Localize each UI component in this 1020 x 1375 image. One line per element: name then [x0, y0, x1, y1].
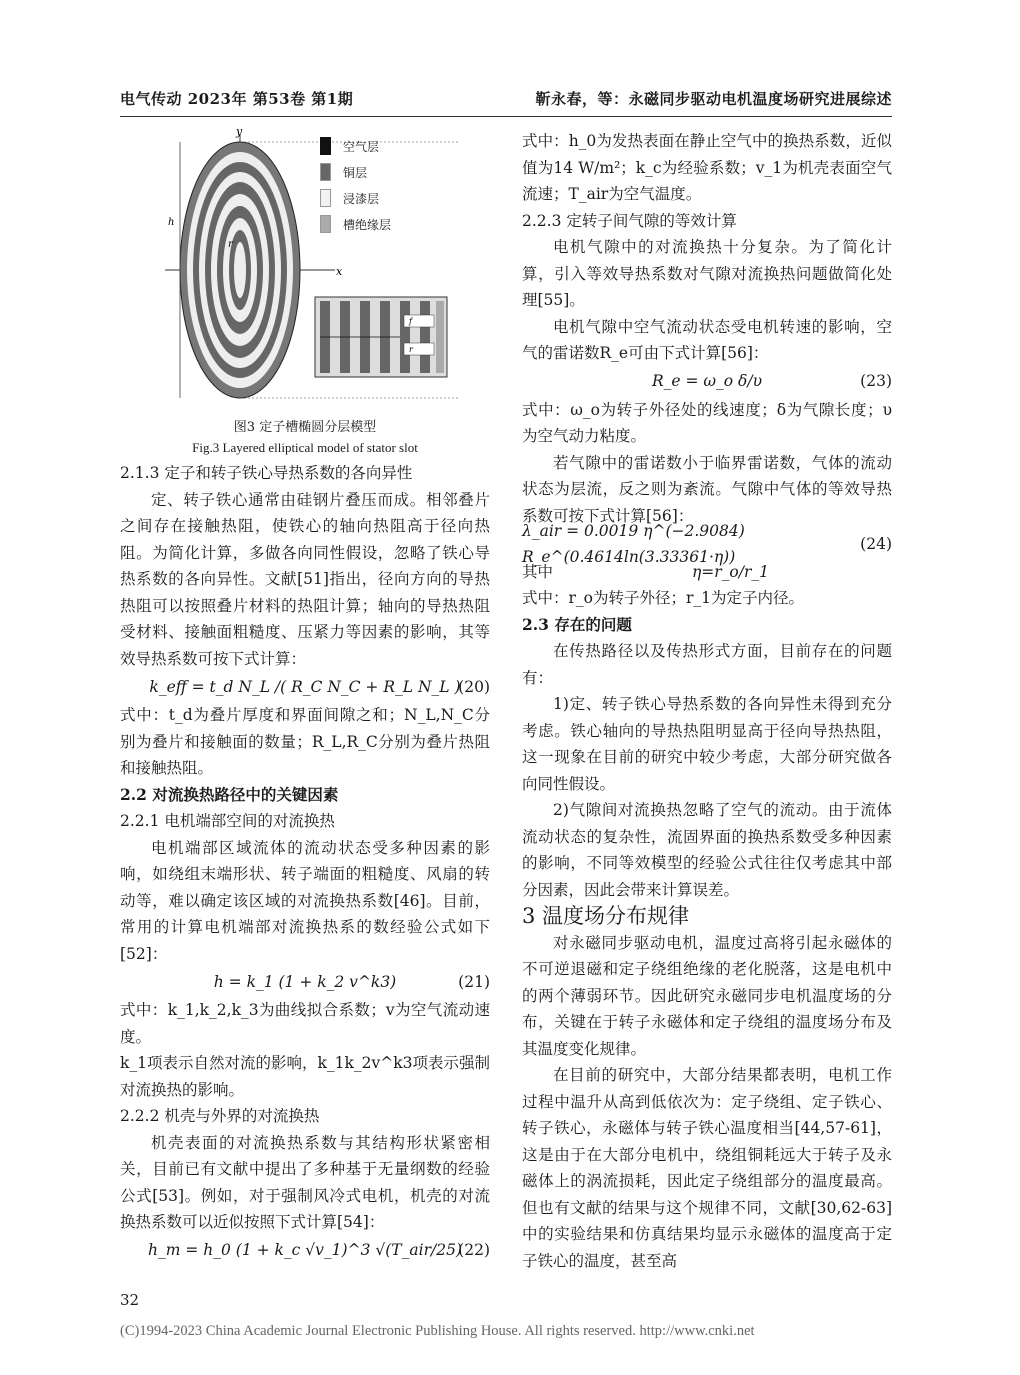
paragraph: 定、转子铁心通常由硅钢片叠压而成。相邻叠片之间存在接触热阻，使铁心的轴向热阻高于径向热阻。为简化计算，多做各向同性假设，忽略了铁心导热系数的各向异性。文献[51]指出，径向方向的导热热阻可以按照叠片材料的热阻计算；轴向的导热热阻受材料、接触面粗糙度、压紧力等因素的影响，其等效导热系数可按下式计算： — [120, 490, 490, 668]
eta-definition: 其中 η=r_o/r_1 — [522, 563, 770, 581]
caption-cn: 图3 定子槽椭圆分层模型 — [233, 420, 377, 435]
legend-slot-insulation: 槽绝缘层 — [320, 211, 391, 237]
paragraph: 电机端部区域流体的流动状态受多种因素的影响，如绕组末端形状、转子端面的粗糙度、风扇的转动等，难以确定该区域的对流换热系数[46]。目前，常用的计算电机端部对流换热系的数经验公式如下[52]： — [120, 838, 490, 963]
rinsp-label: r — [409, 345, 413, 354]
copyright-footer: (C)1994-2023 China Academic Journal Electronic Publishing House. All rights reserved. http://www.cnki.net — [120, 1323, 755, 1339]
fins-label: f — [409, 317, 412, 326]
running-header-journal: 电气传动 2023年 第53卷 第1期 — [120, 90, 354, 108]
hc-label: h — [168, 217, 175, 228]
header-rule — [120, 116, 892, 117]
paragraph: 在传热路径以及传热形式方面，目前存在的问题有： — [522, 642, 892, 687]
equation-20: k_eff = t_d N_L /( R_C N_C + R_L N_L ) (20) — [149, 677, 490, 696]
paragraph: 在目前的研究中，大部分结果都表明，电机工作过程中温升从高到低依次为：定子绕组、定子铁心、转子铁心，永磁体与转子铁心温度相当[44,57-61]，这是由于在大部分电机中，绕组铜耗远大于转子及永磁体上的涡流损耗，因此定子绕组部分的温度最高。但也有文献的结果与这个规律不同，文献[30,62-63]中的实验结果和仿真结果均显示永磁体的温度高于定子铁心的温度，甚至高 — [522, 1066, 892, 1270]
paragraph: 1)定、转子铁心导热系数的各向异性未得到充分考虑。铁心轴向的导热热阻明显高于径向导热热阻，这一现象在目前的研究中较少考虑，大部分研究做各向同性假设。 — [522, 695, 892, 793]
paragraph: 若气隙中的雷诺数小于临界雷诺数，气体的流动状态为层流，反之则为紊流。气隙中气体的等效导热系数可按下式计算[56]： — [522, 453, 892, 525]
left-column — [120, 460, 490, 1266]
paragraph: k_1项表示自然对流的影响，k_1k_2v^k3项表示强制对流换热的影响。 — [120, 1054, 491, 1099]
legend-copper: 铜层 — [320, 159, 391, 185]
figure-caption — [120, 418, 490, 458]
figure-3 — [160, 125, 500, 415]
paragraph: 对永磁同步驱动电机，温度过高将引起永磁体的不可逆退磁和定子绕组绝缘的老化脱落，这是电机中的两个薄弱环节。因此研究永磁同步电机温度场的分布，关键在于转子永磁体和定子绕组的温度场分布及其温度变化规律。 — [522, 933, 892, 1058]
legend-varnish: 浸漆层 — [320, 185, 391, 211]
figure-legend — [320, 133, 391, 237]
heading-2-2-1: 2.2.1 电机端部空间的对流换热 — [120, 812, 335, 830]
heading-2-1-3: 2.1.3 定子和转子铁心导热系数的各向异性 — [120, 464, 413, 482]
caption-en: Fig.3 Layered elliptical model of stator slot — [192, 440, 418, 455]
equation-21: h = k_1 (1 + k_2 v^k3) (21) — [213, 972, 490, 991]
running-header-title: 靳永春，等：永磁同步驱动电机温度场研究进展综述 — [535, 90, 892, 108]
heading-2-3: 2.3 存在的问题 — [522, 614, 632, 634]
zoom-inset — [315, 297, 447, 377]
paragraph: 式中：r_o为转子外径；r_1为定子内径。 — [522, 589, 805, 607]
x-axis-label: x — [336, 265, 343, 278]
paragraph: 式中：ω_o为转子外径处的线速度；δ为气隙长度；υ为空气动力粘度。 — [522, 400, 892, 445]
paragraph: 式中：t_d为叠片厚度和界面间隙之和；N_L,N_C分别为叠片和接触面的数量；R_L,R_C分别为叠片热阻和接触热阻。 — [120, 706, 490, 777]
equation-24: λ_air = 0.0019 η^(−2.9084) R_e^(0.4614ln(3.33361·η)) (24) — [522, 521, 892, 566]
heading-3: 3 温度场分布规律 — [522, 904, 690, 928]
right-column — [522, 128, 892, 1274]
paragraph: 电机气隙中的对流换热十分复杂。为了简化计算，引入等效导热系数对气隙对流换热问题做简化处理[55]。 — [522, 238, 892, 309]
equation-23: R_e = ω_o δ/υ (23) — [651, 372, 892, 391]
paragraph: 机壳表面的对流换热系数与其结构形状紧密相关，目前已有文献中提出了多种基于无量纲数的经验公式[53]。例如，对于强制风冷式电机，机壳的对流换热系数可以近似按照下式计算[54]： — [120, 1133, 490, 1231]
page-number: 32 — [120, 1291, 140, 1309]
paragraph: 电机气隙中空气流动状态受电机转速的影响，空气的雷诺数R_e可由下式计算[56]： — [522, 317, 892, 362]
heading-2-2-2: 2.2.2 机壳与外界的对流换热 — [120, 1107, 320, 1125]
ellipse-layers — [180, 142, 300, 398]
paragraph: 2)气隙间对流换热忽略了空气的流动。由于流体流动状态的复杂性，流固界面的换热系数受多种因素的影响，不同等效模型的经验公式往往仅考虑其中部分因素，因此会带来计算误差。 — [522, 801, 892, 899]
legend-air: 空气层 — [320, 133, 391, 159]
y-axis-label: y — [236, 125, 243, 138]
equation-22: h_m = h_0 (1 + k_c √v_1)^3 √(T_air/25) (22) — [148, 1241, 490, 1260]
heading-2-2: 2.2 对流换热路径中的关键因素 — [120, 784, 339, 804]
r-label: r — [228, 239, 233, 250]
paragraph: 式中：h_0为发热表面在静止空气中的换热系数，近似值为14 W/m²；k_c为经验系数；v_1为机壳表面空气流速；T_air为空气温度。 — [522, 132, 892, 203]
heading-2-2-3: 2.2.3 定转子间气隙的等效计算 — [522, 211, 737, 230]
paragraph: 式中：k_1,k_2,k_3为曲线拟合系数；v为空气流动速度。 — [120, 1001, 490, 1046]
